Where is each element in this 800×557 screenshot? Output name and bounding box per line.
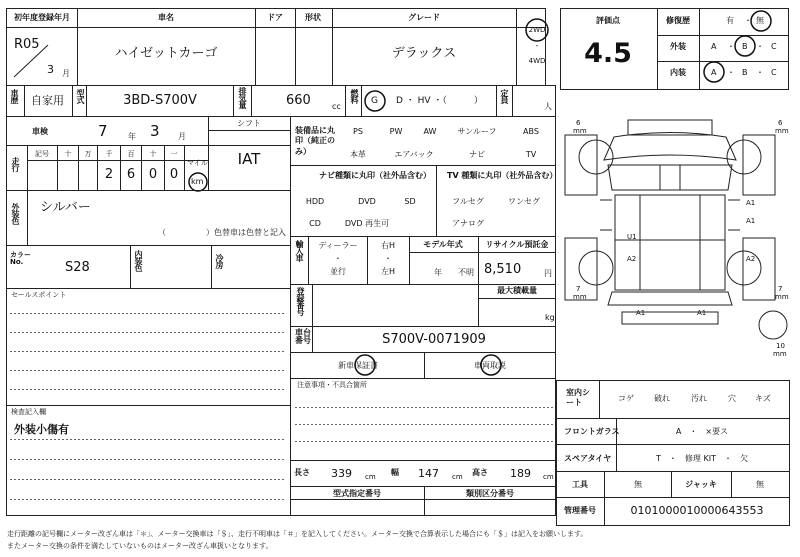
diagram-label: 10 [776, 342, 785, 350]
notes-label: 注意事項・不具合箇所 [297, 381, 367, 389]
type-designation-label: 型式指定番号 [333, 489, 381, 498]
equip-abs: ABS [523, 127, 539, 136]
ac-label: 冷房 [215, 254, 224, 268]
max-load-unit: kg [545, 313, 555, 322]
chassis-value: S700V-0071909 [382, 332, 486, 347]
equip-airbag: エアバック [394, 150, 434, 159]
class-number-label: 類別区分番号 [466, 489, 514, 498]
equip-sunroof: サンルーフ [457, 127, 497, 136]
color-change-note: （ ）色替車は色替と記入 [158, 228, 286, 237]
diagram-label: 7 [778, 285, 783, 293]
import-dot: ・ [334, 254, 342, 263]
color-code-value: S28 [65, 260, 90, 275]
import-dot2: ・ [384, 254, 392, 263]
import-right-hand: 右H [380, 241, 396, 250]
diagram-label: mm [573, 127, 587, 135]
car-name-label: 車名 [158, 13, 174, 22]
recycle-value: 8,510 [484, 262, 522, 277]
sales-point-label: セールスポイント [11, 291, 67, 299]
diagram-label: mm [775, 127, 789, 135]
interior-c: C [771, 68, 777, 77]
exterior-a: A [711, 42, 717, 51]
exterior-dot2: ・ [756, 42, 764, 51]
car-diagram [565, 120, 787, 339]
footer-note-2: またメーター交換の条件を満たしていないものはメーター改ざん車扱いとなります。 [7, 542, 273, 550]
height-label: 高さ [472, 468, 488, 477]
diagram-label: mm [573, 293, 587, 301]
shaken-year: 7 [98, 122, 108, 140]
mileage-col: 一 [170, 150, 178, 158]
mileage-digit: 0 [169, 167, 179, 182]
model-year-unknown: 不明 [458, 268, 474, 277]
drive-2wd: 2WD [528, 26, 546, 34]
interior-b: B [742, 68, 748, 77]
import-dealer: ディーラー [318, 241, 358, 250]
vehicle-history-label: 車歴 [10, 89, 19, 103]
seat-dirt: 汚れ [691, 394, 707, 403]
equip-ps: PS [353, 127, 363, 136]
mgmt-number-label: 管理番号 [564, 506, 596, 515]
color-code-label: カラーNo. [10, 251, 31, 266]
score-value: 4.5 [584, 38, 632, 69]
spare-tire-value: T ・ 修理 KIT ・ 欠 [656, 454, 748, 463]
equip-aw: AW [423, 127, 437, 136]
repair-dot: ・ [744, 16, 752, 25]
jack-label: ジャッキ [685, 480, 717, 489]
mileage-col: 万 [84, 150, 92, 158]
diagram-label: 7 [576, 285, 581, 293]
shaken-label: 車検 [32, 127, 48, 136]
tv-fullseg: フルセグ [452, 197, 484, 206]
interior-grade-label: 内装 [670, 68, 686, 77]
km-label: km [191, 177, 204, 186]
exterior-grade-label: 外装 [670, 42, 686, 51]
capacity-unit: 人 [544, 102, 552, 111]
mileage-col: 十 [64, 150, 72, 158]
mileage-digit: 2 [104, 167, 114, 182]
mgmt-number-value: 0101000010000643553 [630, 504, 764, 517]
navi-sd: SD [404, 197, 416, 206]
model-year-unit: 年 [434, 268, 442, 277]
length-label: 長さ [294, 468, 310, 477]
first-reg-label: 初年度登録年月 [14, 13, 70, 22]
chassis-label: 車台番号 [295, 328, 311, 345]
height-unit: cm [543, 473, 554, 481]
car-name: ハイゼットカーゴ [114, 46, 218, 61]
seat-label: 室内シート [566, 388, 590, 408]
diagram-label: A1 [746, 217, 756, 225]
vehicle-use: 自家用 [31, 94, 64, 107]
fuel-gasoline: G [371, 96, 378, 106]
shape-label: 形状 [305, 13, 321, 22]
length-value: 339 [331, 467, 352, 480]
width-unit: cm [452, 473, 463, 481]
glass-value: A ・ ×要ス [675, 427, 729, 436]
equipment-label: 装備品に丸印（純正のみ） [295, 126, 335, 156]
door-label: ドア [267, 13, 283, 22]
seat-scratch: キズ [755, 394, 771, 403]
capacity-label: 定員 [500, 89, 509, 103]
seat-hole: 穴 [728, 394, 736, 403]
diagram-label: A1 [746, 199, 756, 207]
repair-label: 修復歴 [666, 16, 690, 25]
interior-color-label: 内装色 [134, 250, 143, 271]
interior-dot2: ・ [756, 68, 764, 77]
vehicle-manual: 車両取説 [474, 361, 506, 370]
diagram-label: 6 [576, 119, 581, 127]
mileage-col-code: 記号 [35, 150, 49, 158]
fuel-label: 燃料 [350, 89, 359, 103]
repair-yes: 有 [726, 16, 734, 25]
exterior-dot: ・ [727, 42, 735, 51]
drive-4wd: 4WD [528, 57, 546, 65]
seat-tear: 破れ [654, 394, 670, 403]
interior-dot: ・ [727, 68, 735, 77]
exterior-c: C [771, 42, 777, 51]
seat-burn: コゲ [618, 394, 634, 403]
diagram-label: mm [775, 293, 789, 301]
max-load-label: 最大積載量 [497, 286, 537, 295]
shaken-year-unit: 年 [128, 132, 136, 141]
diagram-label: A1 [697, 309, 707, 317]
check-note: 外装小傷有 [14, 423, 69, 436]
tools-value: 無 [634, 480, 642, 489]
model-label: 型式 [76, 89, 85, 103]
footer-note-1: 走行距離の記号欄にメーター改ざん車は「＊」、メーター交換車は「＄」、走行不明車は「＃」を記入してください。メーター交換で合算表示した場合にも「＄」は記入をお願いします。 [7, 530, 588, 538]
navi-cd: CD [309, 219, 321, 228]
equip-pw: PW [389, 127, 403, 136]
mileage-label: 走行 [11, 157, 20, 171]
grade-value: デラックス [391, 46, 457, 61]
recycle-label: リサイクル預託金 [485, 240, 549, 249]
width-value: 147 [418, 467, 439, 480]
import-label: 輸入車 [295, 240, 304, 261]
check-label: 検査記入欄 [11, 408, 46, 416]
jack-value: 無 [756, 480, 764, 489]
score-label: 評価点 [596, 16, 620, 25]
tv-oneseg: ワンセグ [508, 197, 540, 206]
exterior-b: B [742, 42, 748, 51]
exterior-color-label: 外装色 [11, 203, 20, 224]
import-left-hand: 左H [380, 267, 396, 276]
shaken-month-unit: 月 [178, 132, 186, 141]
grade-label: グレード [408, 13, 440, 22]
fuel-options: D ・ HV ・（ ） [396, 96, 483, 106]
diagram-label: 6 [778, 119, 783, 127]
shaken-month: 3 [150, 122, 160, 140]
diagram-label: mm [773, 350, 787, 358]
navi-dvd: DVD [358, 197, 376, 206]
new-car-warranty: 新車保証書 [338, 361, 378, 370]
model-value: 3BD-S700V [123, 93, 197, 108]
tv-analog: アナログ [452, 219, 484, 228]
exterior-color-value: シルバー [40, 200, 91, 215]
drive-dot: ・ [533, 42, 541, 50]
diagram-label: A2 [627, 255, 637, 263]
interior-a: A [711, 68, 717, 77]
spare-tire-label: スペアタイヤ [564, 454, 612, 463]
width-label: 幅 [391, 468, 399, 477]
first-reg-month: 3 [47, 63, 54, 76]
first-reg-era: R05 [14, 37, 40, 52]
equip-leather: 本革 [350, 150, 366, 159]
shift-value: IAT [237, 150, 261, 168]
displacement-label: 排気量 [238, 87, 247, 108]
diagram-label: A1 [636, 309, 646, 317]
registration-label: 登録番号 [296, 287, 305, 315]
navi-hdd: HDD [305, 197, 325, 206]
navi-label: ナビ種類に丸印（社外品含む） [319, 171, 431, 180]
mileage-digit: 0 [148, 167, 158, 182]
glass-label: フロントガラス [564, 427, 620, 436]
displacement-value: 660 [286, 93, 311, 108]
shift-label: シフト [237, 119, 261, 128]
recycle-unit: 円 [544, 269, 552, 278]
displacement-unit: cc [332, 102, 341, 111]
height-value: 189 [510, 467, 531, 480]
equip-tv: TV [525, 150, 537, 159]
length-unit: cm [365, 473, 376, 481]
mileage-col: 十 [149, 150, 157, 158]
repair-none: 無 [756, 16, 764, 25]
mileage-col: 千 [105, 150, 113, 158]
tools-label: 工具 [572, 480, 588, 489]
tv-label: TV 種類に丸印（社外品含む） [447, 171, 558, 180]
diagram-label: A2 [746, 255, 756, 263]
navi-dvd-play: DVD 再生可 [344, 219, 390, 228]
model-year-label: モデル年式 [423, 240, 463, 249]
mileage-col: 百 [127, 150, 135, 158]
mileage-digit: 6 [126, 167, 136, 182]
equip-navi: ナビ [469, 150, 485, 159]
import-parallel: 並行 [330, 267, 346, 276]
mile-label: マイル [187, 159, 208, 167]
first-reg-month-unit: 月 [62, 69, 70, 78]
diagram-label: U1 [627, 233, 637, 241]
